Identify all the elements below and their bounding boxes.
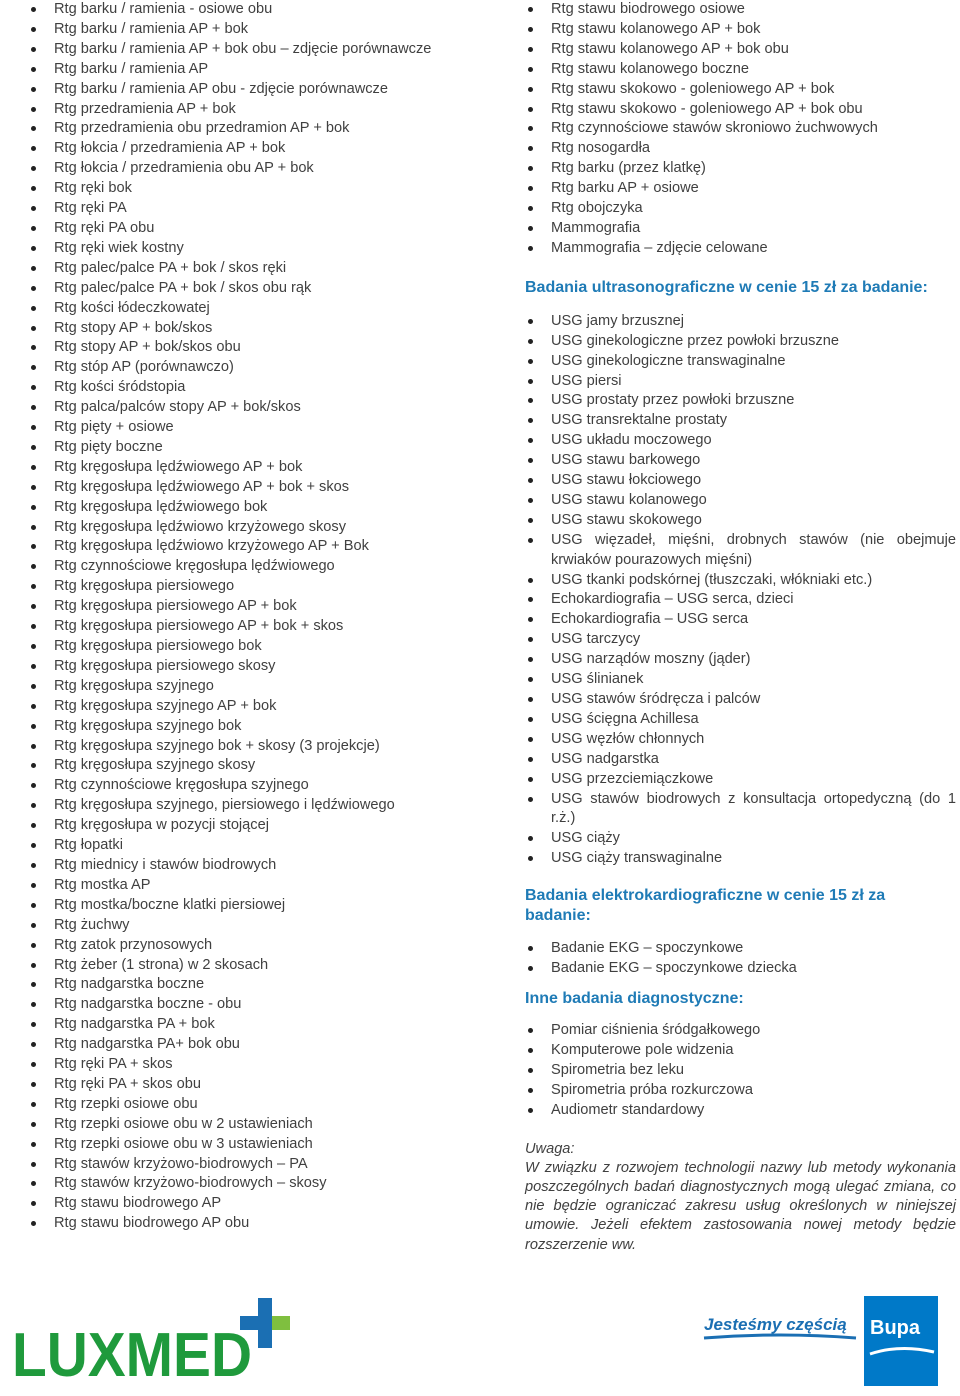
list-item: Rtg łopatki (0, 836, 470, 856)
list-item: Rtg kręgosłupa szyjnego bok (0, 717, 470, 737)
list-item: Rtg kręgosłupa piersiowego skosy (0, 657, 470, 677)
list-item: Rtg rzepki osiowe obu w 3 ustawieniach (0, 1135, 470, 1155)
list-item: Rtg stawu biodrowego AP obu (0, 1214, 470, 1234)
luxmed-logo-text: LUXMED (12, 1321, 252, 1382)
ekg-heading: Badania elektrokardiograficzne w cenie 15 zł za badanie: (525, 887, 886, 925)
list-item: Rtg pięty + osiowe (0, 418, 470, 438)
list-item: Rtg barku / ramienia AP + bok (0, 20, 470, 40)
list-item: Rtg ręki PA obu (0, 219, 470, 239)
xray-list-continued (497, 0, 960, 259)
list-item: Rtg stawu biodrowego osiowe (497, 0, 960, 20)
list-item: USG układu moczowego (497, 431, 960, 451)
list-item: Rtg mostka AP (0, 876, 470, 896)
list-item: Rtg stawów krzyżowo-biodrowych – skosy (0, 1174, 470, 1194)
list-item: USG stawów biodrowych z konsultacja ortopedyczną (do 1 r.ż.) (497, 790, 960, 830)
list-item: Rtg stawu kolanowego AP + bok (497, 20, 960, 40)
list-item: Echokardiografia – USG serca (497, 610, 960, 630)
list-item: Rtg przedramienia AP + bok (0, 100, 470, 120)
list-item: Rtg stóp AP (porównawczo) (0, 358, 470, 378)
list-item: Badanie EKG – spoczynkowe (497, 939, 960, 959)
list-item: Rtg stawów krzyżowo-biodrowych – PA (0, 1155, 470, 1175)
list-item: Rtg barku / ramienia - osiowe obu (0, 0, 470, 20)
list-item: Rtg ręki PA + skos obu (0, 1075, 470, 1095)
list-item: Rtg stopy AP + bok/skos obu (0, 338, 470, 358)
list-item: Rtg kręgosłupa lędźwiowego AP + bok (0, 458, 470, 478)
bupa-logo-text: Bupa (870, 1317, 920, 1339)
luxmed-logo (10, 1296, 305, 1382)
list-item: USG nadgarstka (497, 750, 960, 770)
list-item: USG stawu kolanowego (497, 491, 960, 511)
list-item: USG ginekologiczne przez powłoki brzuszne (497, 332, 960, 352)
list-item: Spirometria próba rozkurczowa (497, 1081, 960, 1101)
list-item: Rtg barku / ramienia AP (0, 60, 470, 80)
note-text: W związku z rozwojem technologii nazwy lub metody wykonania poszczególnych badań diagnostycznych mogą ulegać zmiana, co nie będzie ograniczać zakresu usług określonych w niniejszej umowie. Jeżeli efektem zastosowania nowej metody będzie rozszerzenie ww. (525, 1159, 956, 1253)
list-item: Rtg stawu kolanowego AP + bok obu (497, 40, 960, 60)
list-item: Rtg ręki bok (0, 179, 470, 199)
list-item: Rtg palec/palce PA + bok / skos ręki (0, 259, 470, 279)
list-item: USG transrektalne prostaty (497, 411, 960, 431)
list-item: Rtg palec/palce PA + bok / skos obu rąk (0, 279, 470, 299)
list-item: Rtg nosogardła (497, 139, 960, 159)
list-item: Audiometr standardowy (497, 1101, 960, 1121)
list-item: USG więzadeł, mięśni, drobnych stawów (nie obejmuje krwiaków pourazowych mięśni) (497, 531, 960, 571)
list-item: Rtg barku / ramienia AP + bok obu – zdjęcie porównawcze (0, 40, 470, 60)
list-item: USG ciąży (497, 829, 960, 849)
list-item: Rtg miednicy i stawów biodrowych (0, 856, 470, 876)
list-item: USG stawu skokowego (497, 511, 960, 531)
list-item: Rtg stawu skokowo - goleniowego AP + bok (497, 80, 960, 100)
list-item: Rtg kręgosłupa piersiowego (0, 577, 470, 597)
list-item: USG piersi (497, 372, 960, 392)
list-item: Rtg kręgosłupa szyjnego bok + skosy (3 projekcje) (0, 737, 470, 757)
list-item: Rtg czynnościowe stawów skroniowo żuchwowych (497, 119, 960, 139)
list-item: Rtg rzepki osiowe obu (0, 1095, 470, 1115)
list-item: USG stawów śródręcza i palców (497, 690, 960, 710)
list-item: Rtg łokcia / przedramienia obu AP + bok (0, 159, 470, 179)
list-item: Rtg nadgarstka PA+ bok obu (0, 1035, 470, 1055)
list-item: Rtg kręgosłupa szyjnego, piersiowego i lędźwiowego (0, 796, 470, 816)
list-item: Rtg nadgarstka boczne - obu (0, 995, 470, 1015)
list-item: Rtg palca/palców stopy AP + bok/skos (0, 398, 470, 418)
list-item: Komputerowe pole widzenia (497, 1041, 960, 1061)
list-item: Rtg rzepki osiowe obu w 2 ustawieniach (0, 1115, 470, 1135)
right-column (497, 0, 960, 1255)
list-item: Rtg czynnościowe kręgosłupa szyjnego (0, 776, 470, 796)
xray-list (0, 0, 470, 1234)
list-item: Rtg żeber (1 strona) w 2 skosach (0, 956, 470, 976)
usg-heading: Badania ultrasonograficzne w cenie 15 zł za badanie: (525, 278, 928, 296)
list-item: USG stawu barkowego (497, 451, 960, 471)
list-item: Rtg nadgarstka PA + bok (0, 1015, 470, 1035)
list-item: Rtg barku / ramienia AP obu - zdjęcie porównawcze (0, 80, 470, 100)
other-heading: Inne badania diagnostyczne: (525, 989, 744, 1007)
list-item: Mammografia – zdjęcie celowane (497, 239, 960, 259)
list-item: Rtg stawu biodrowego AP (0, 1194, 470, 1214)
list-item: USG ciąży transwaginalne (497, 849, 960, 869)
list-item: Rtg czynnościowe kręgosłupa lędźwiowego (0, 557, 470, 577)
list-item: Rtg barku (przez klatkę) (497, 159, 960, 179)
list-item: Rtg kręgosłupa szyjnego skosy (0, 756, 470, 776)
list-item: Rtg kręgosłupa piersiowego AP + bok + skos (0, 617, 470, 637)
list-item: Rtg żuchwy (0, 916, 470, 936)
list-item: Echokardiografia – USG serca, dzieci (497, 590, 960, 610)
list-item: Rtg kości śródstopia (0, 378, 470, 398)
list-item: Rtg kręgosłupa szyjnego (0, 677, 470, 697)
list-item: Spirometria bez leku (497, 1061, 960, 1081)
list-item: USG ginekologiczne transwaginalne (497, 352, 960, 372)
other-tests-list (497, 1021, 960, 1121)
left-column (0, 0, 470, 1234)
bupa-box-icon (864, 1296, 938, 1386)
list-item: Rtg kręgosłupa lędźwiowego AP + bok + skos (0, 478, 470, 498)
usg-list (497, 312, 960, 869)
list-item: Rtg kości łódeczkowatej (0, 299, 470, 319)
list-item: Rtg obojczyka (497, 199, 960, 219)
list-item: Rtg ręki PA (0, 199, 470, 219)
list-item: USG tarczycy (497, 630, 960, 650)
list-item: Rtg kręgosłupa piersiowego bok (0, 637, 470, 657)
list-item: Rtg kręgosłupa lędźwiowo krzyżowego skosy (0, 518, 470, 538)
list-item: Rtg kręgosłupa piersiowego AP + bok (0, 597, 470, 617)
list-item: Mammografia (497, 219, 960, 239)
list-item: Rtg nadgarstka boczne (0, 975, 470, 995)
list-item: USG jamy brzusznej (497, 312, 960, 332)
list-item: Rtg kręgosłupa lędźwiowo krzyżowego AP + Bok (0, 537, 470, 557)
list-item: Rtg przedramienia obu przedramion AP + bok (0, 119, 470, 139)
list-item: USG ścięgna Achillesa (497, 710, 960, 730)
list-item: Rtg zatok przynosowych (0, 936, 470, 956)
list-item: USG ślinianek (497, 670, 960, 690)
note-label: Uwaga: (525, 1140, 575, 1157)
list-item: Rtg barku AP + osiowe (497, 179, 960, 199)
list-item: Rtg stawu kolanowego boczne (497, 60, 960, 80)
bupa-logo (700, 1296, 940, 1386)
list-item: Rtg kręgosłupa lędźwiowego bok (0, 498, 470, 518)
list-item: Rtg stopy AP + bok/skos (0, 319, 470, 339)
list-item: Badanie EKG – spoczynkowe dziecka (497, 959, 960, 979)
bupa-tagline: Jesteśmy częścią (704, 1315, 847, 1334)
list-item: Rtg stawu skokowo - goleniowego AP + bok obu (497, 100, 960, 120)
list-item: Rtg kręgosłupa w pozycji stojącej (0, 816, 470, 836)
ekg-list (497, 939, 960, 979)
list-item: USG węzłów chłonnych (497, 730, 960, 750)
list-item: Rtg łokcia / przedramienia AP + bok (0, 139, 470, 159)
list-item: USG narządów moszny (jąder) (497, 650, 960, 670)
list-item: USG prostaty przez powłoki brzuszne (497, 391, 960, 411)
list-item: Rtg kręgosłupa szyjnego AP + bok (0, 697, 470, 717)
list-item: USG stawu łokciowego (497, 471, 960, 491)
list-item: Rtg pięty boczne (0, 438, 470, 458)
list-item: USG przezciemiączkowe (497, 770, 960, 790)
list-item: USG tkanki podskórnej (tłuszczaki, włókniaki etc.) (497, 571, 960, 591)
list-item: Rtg ręki PA + skos (0, 1055, 470, 1075)
list-item: Rtg mostka/boczne klatki piersiowej (0, 896, 470, 916)
list-item: Pomiar ciśnienia śródgałkowego (497, 1021, 960, 1041)
list-item: Rtg ręki wiek kostny (0, 239, 470, 259)
